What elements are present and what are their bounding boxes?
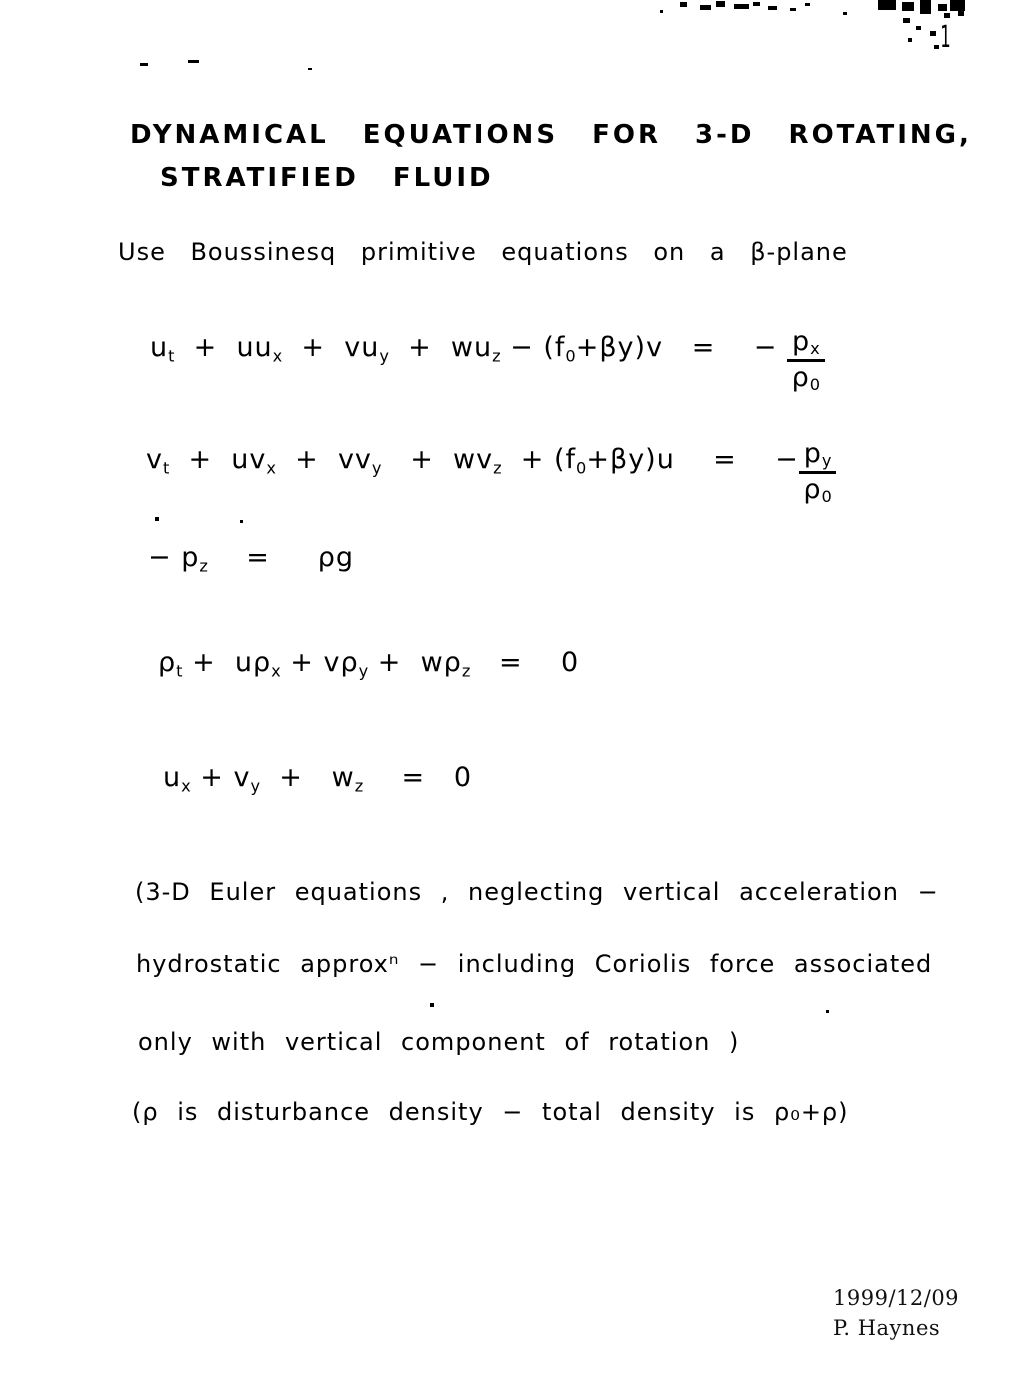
- footer-date: 1999/12/09: [833, 1286, 960, 1310]
- equation-continuity: $u_x + v_y + w_z$ = 0: [163, 762, 473, 796]
- note-line-1: (3-D Euler equations , neglecting vertical acceleration −: [135, 878, 939, 906]
- note-line-2: hydrostatic approxⁿ − including Coriolis force associated: [136, 950, 933, 978]
- equation-hydrostatic: − $p_z$ = ρg: [148, 542, 355, 576]
- equation-momentum-x: $u_t + uu_x + vu_y + wu_z - (f_0+\beta y)v$ = − $\frac{p_x}{\rho_0}$: [150, 316, 825, 381]
- note-line-4: (ρ is disturbance density − total density is ρ₀+ρ): [132, 1098, 849, 1126]
- footer-author: P. Haynes: [833, 1316, 941, 1340]
- page-number: 1: [940, 20, 951, 55]
- title-line-2: STRATIFIED FLUID: [160, 163, 494, 193]
- equation-density: $\rho_t + u\rho_x + v\rho_y + w\rho_z$ = 0: [158, 647, 580, 681]
- note-line-3: only with vertical component of rotation ): [138, 1028, 740, 1056]
- equation-momentum-y: $v_t + uv_x + vv_y + wv_z + (f_0+\beta y)u$ = − $\frac{p_y}{\rho_0}$: [146, 428, 836, 493]
- intro-sentence: Use Boussinesq primitive equations on a β-plane: [118, 238, 848, 266]
- title-line-1: DYNAMICAL EQUATIONS FOR 3-D ROTATING,: [130, 120, 972, 150]
